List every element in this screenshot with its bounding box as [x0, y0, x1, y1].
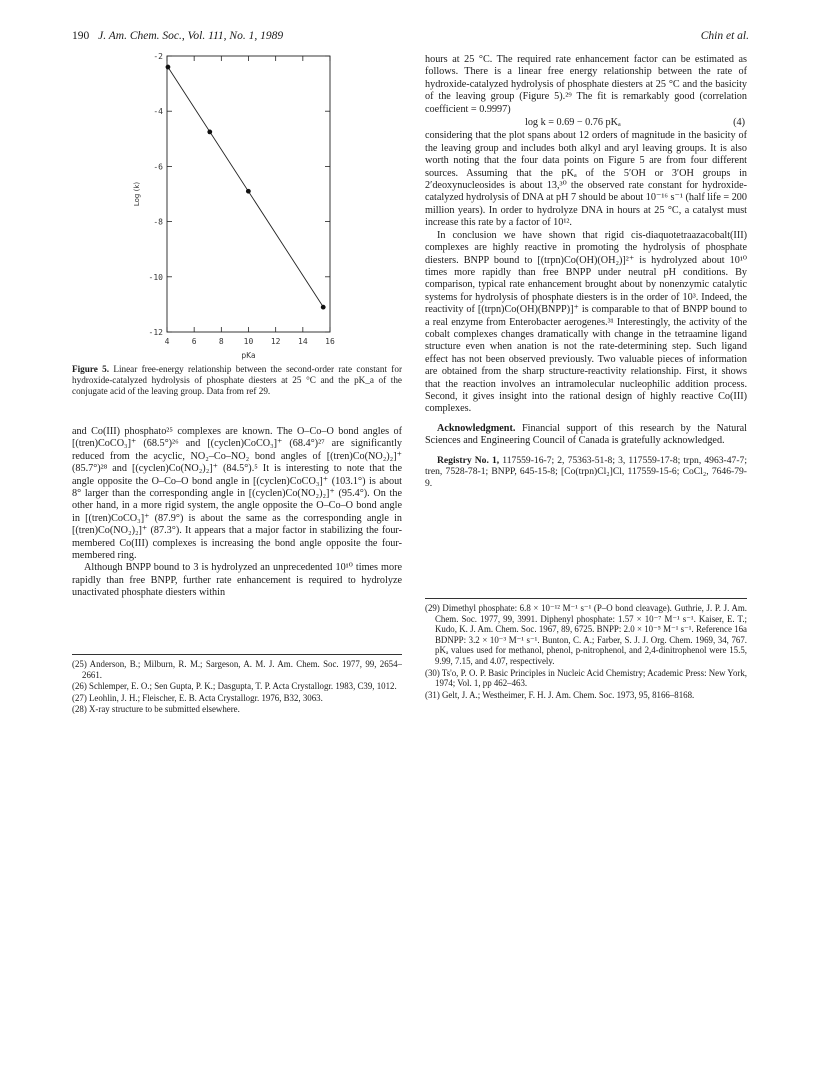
right-paragraph-1: hours at 25 °C. The required rate enhancement factor can be estimated as follows. There is a linear free energy relationship between the rate of hydroxide-catalyzed hydrolysis of phosphate diesters at 25 °C and the basicity of the leaving group (Figure 5).²⁹ The fit is remarkably good (correlation coefficient = 0.9997)	[425, 54, 747, 115]
left-references	[72, 659, 402, 716]
page-number: 190	[72, 30, 90, 42]
reference-29: (29) Dimethyl phosphate: 6.8 × 10⁻¹² M⁻¹ s⁻¹ (P–O bond cleavage). Guthrie, J. P. J. Am. Chem. Soc. 1977, 99, 3991. Diphenyl phosphate: 1.57 × 10⁻⁷ M⁻¹ s⁻¹. Kaiser, E. T.; Kudo, K. J. Am. Chem. Soc. 1967, 89, 6725. BNPP: 2.0 × 10⁻⁵ M⁻¹ s⁻¹. Reference 16a BDNPP: 3.2 × 10⁻³ M⁻¹ s⁻¹. Bunton, C. A.; Farber, S. J. J. Org. Chem. 1969, 34, 767. pKₐ values used for methanol, phenol, p-nitrophenol, and 2,4-dinitrophenol were 15.5, 9.99, 7.15, and 4.07, respectively.	[425, 603, 747, 666]
x-tick-label-6: 16	[325, 337, 335, 346]
right-paragraph-2: considering that the plot spans about 12 orders of magnitude in the basicity of the leaving group and includes both alkyl and aryl leaving groups. It is also worth noting that the four data points on Figure 5 are from four different sources. Assuming that the pKₐ of the 5′OH or 3′OH groups in 2′deoxynucleosides is about 13,³⁰ the observed rate constant for hydroxide-catalyzed hydrolysis of DNA at pH 7 should be about 10⁻¹⁶ s⁻¹ (half life = 200 million years). In order to hydrolyze DNA in hours at 25 °C, a catalyst must increase this rate by a factor of 10¹².	[425, 130, 747, 229]
data-point-2	[246, 189, 251, 194]
equation-text: log k = 0.69 − 0.76 pKₐ	[525, 117, 621, 129]
x-tick-label-5: 14	[298, 337, 308, 346]
x-tick-label-3: 10	[243, 337, 254, 346]
left-paragraph-2: Although BNPP bound to 3 is hydrolyzed an unprecedented 10¹⁰ times more rapidly than free BNPP, further rate enhancement is required to hydrolyze unactivated phosphate diesters within	[72, 562, 402, 599]
x-tick-label-0: 4	[164, 337, 170, 346]
figure-5-chart	[72, 48, 402, 363]
x-axis-label: pKa	[241, 351, 256, 360]
reference-26: (26) Schlemper, E. O.; Sen Gupta, P. K.; Dasgupta, T. P. Acta Crystallogr. 1983, C39, 1012.	[72, 681, 397, 692]
y-tick-label-0: -2	[153, 52, 163, 61]
figure-caption-text: Linear free-energy relationship between the second-order rate constant for hydroxide-catalyzed hydrolysis of phosphate diesters at 25 °C and the pK_a of the conjugate acid of the leaving group. Data from ref 29.	[72, 364, 403, 396]
right-references	[425, 603, 747, 701]
running-header	[72, 30, 749, 46]
reference-30: (30) Ts'o, P. O. P. Basic Principles in Nucleic Acid Chemistry; Academic Press: New York, 1974; Vol. 1, pp 462–463.	[425, 667, 747, 689]
data-point-0	[166, 65, 171, 70]
left-body-text	[72, 426, 402, 600]
y-tick-label-4: -10	[148, 272, 163, 282]
acknowledgment-label: Acknowledgment.	[437, 422, 516, 434]
acknowledgment	[425, 423, 747, 448]
equation-number: (4)	[733, 117, 745, 129]
y-tick-label-5: -12	[148, 328, 163, 337]
reference-25: (25) Anderson, B.; Milburn, R. M.; Sargeson, A. M. J. Am. Chem. Soc. 1977, 99, 2654–2661.	[72, 659, 402, 680]
data-point-1	[207, 130, 212, 135]
equation-4	[425, 117, 747, 129]
header-authors: Chin et al.	[700, 30, 749, 42]
y-axis-label: Log (k)	[133, 181, 141, 207]
x-tick-label-4: 12	[270, 337, 281, 346]
registry-text: 117559-16-7; 2, 75363-51-8; 3, 117559-17-8; trpn, 4963-47-7; tren, 7528-78-1; BNPP, 645-15-8; [Co(trpn)Cl₂]Cl, 117559-15-6; CoCl₂, 7646-79-9.	[425, 454, 747, 489]
registry-numbers	[425, 455, 747, 490]
y-tick-label-2: -6	[153, 162, 163, 172]
right-paragraph-3: In conclusion we have shown that rigid cis-diaquotetraazacobalt(III) complexes are highly reactive in promoting the hydrolysis of phosphate diesters. BNPP bound to [(trpn)Co(OH)(OH₂)]²⁺ is hydrolyzed about 10¹⁰ times more rapidly than free BNPP under neutral pH conditions. By comparison, typical rate enhancement brought about by nonenzymic catalytic systems for hydrolysis of phosphate diesters is in the order of 10³. Indeed, the reactivity of [(trpn)Co(OH)(BNPP)]⁺ is comparable to that of BNPP bound to a real enzyme from Enterobacter aerogenes.³¹ Interestingly, the activity of the cobalt complexes changes dramatically with change in the tetraamine ligand structure even when anation is not the rate-determining step. Such ligand effect has not been observed previously. Two valuable pieces of information are obtained from the sharp structure-reactivity relationship. First, it shows that the reaction involves an intramolecular nucleophilic addition process. Second, it gives insight into the rational design of highly reactive Co(III) complexes.	[425, 229, 747, 415]
figure-caption-label: Figure 5.	[72, 364, 110, 374]
right-body-text	[425, 54, 747, 489]
figure-5	[72, 48, 402, 363]
footnote-rule-right	[425, 598, 747, 599]
reference-31: (31) Gelt, J. A.; Westheimer, F. H. J. Am. Chem. Soc. 1973, 95, 8166–8168.	[425, 689, 695, 700]
data-point-3	[321, 305, 326, 310]
figure-caption	[72, 364, 402, 397]
fit-line	[168, 67, 323, 307]
x-tick-label-2: 8	[218, 337, 224, 346]
journal-citation: J. Am. Chem. Soc., Vol. 111, No. 1, 1989	[98, 30, 284, 42]
footnote-rule-left	[72, 654, 402, 655]
y-tick-label-1: -4	[153, 107, 163, 117]
acknowledgment-text: Financial support of this research by the Natural Sciences and Engineering Council of Canada is gratefully acknowledged.	[425, 422, 747, 447]
header-left	[72, 30, 283, 42]
reference-27: (27) Leohlin, J. H.; Fleischer, E. B. Acta Crystallogr. 1976, B32, 3063.	[72, 692, 323, 703]
registry-label: Registry No. 1,	[437, 454, 500, 466]
y-tick-label-3: -8	[153, 217, 163, 227]
reference-28: (28) X-ray structure to be submitted elsewhere.	[72, 704, 240, 715]
left-paragraph-1: and Co(III) phosphato²⁵ complexes are known. The O–Co–O bond angles of [(tren)CoCO₃]⁺ (68.5°)²⁶ and [(cyclen)CoCO₃]⁺ (68.4°)²⁷ are significantly reduced from the acyclic, NO₂–Co–NO₂ bond angles of [(tren)Co(NO₂)₂]⁺ (85.7°)²⁸ and [(cyclen)Co(NO₂)₂]⁺ (84.5°).⁵ It is interesting to note that the angle opposite the O–Co–O bond angle in [(cyclen)CoCO₃]⁺ (103.1°) is about 8° larger than the corresponding angle in [(cyclen)Co(NO₂)₂]⁺ (95.4°). On the other hand, in a more rigid system, the angle opposite the O–Co–O bond angle in [(tren)CoCO₃]⁺ (87.9°) is about the same as the corresponding angle in [(tren)Co(NO₂)₂]⁺ (87.3°). It appears that a major factor in stabilizing the four-membered Co(III) complexes is increasing the bond angle opposite the four-membered ring.	[72, 426, 402, 562]
plot-frame	[167, 56, 330, 332]
x-tick-label-1: 6	[191, 337, 197, 346]
